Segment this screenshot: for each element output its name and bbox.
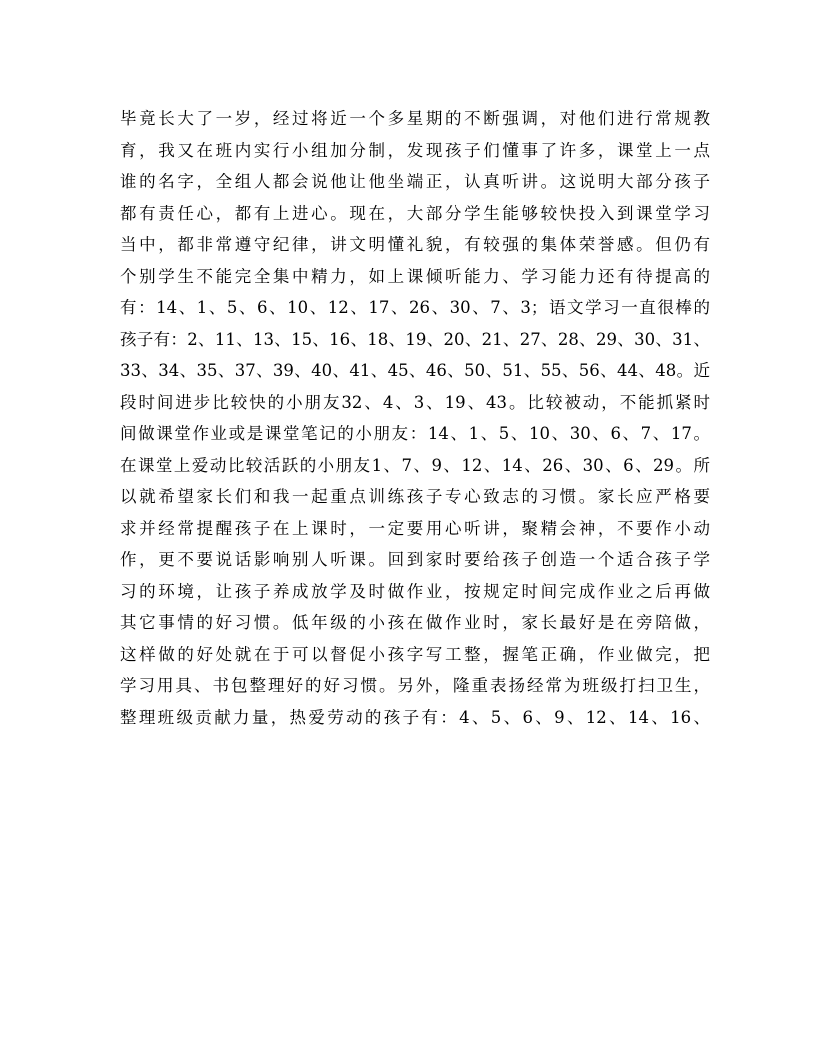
text-line-4: 都有责任心，都有上进心。现在，大部分学生能够较快投入到课堂学习 (120, 203, 710, 223)
text-line-9: 33、34、35、37、39、40、41、45、46、50、51、55、56、44、48。近 (120, 361, 710, 380)
text-line-19: 学习用具、书包整理好的好习惯。另外，隆重表扬经常为班级打扫卫生， (120, 676, 710, 695)
text-line-18: 这样做的好处就在于可以督促小孩字写工整，握笔正确，作业做完，把 (120, 644, 710, 664)
text-line-10: 段时间进步比较快的小朋友32、4、3、19、43。比较被动，不能抓紧时 (120, 392, 710, 412)
text-line-7: 有：14、1、5、6、10、12、17、26、30、7、3；语文学习一直很棒的 (120, 298, 710, 317)
text-line-17: 其它事情的好习惯。低年级的小孩在做作业时，家长最好是在旁陪做， (120, 613, 710, 632)
text-line-12: 在课堂上爱动比较活跃的小朋友1、7、9、12、14、26、30、6、29。所 (120, 455, 710, 475)
body-paragraph (120, 103, 710, 733)
text-line-6: 个别学生不能完全集中精力，如上课倾听能力、学习能力还有待提高的 (120, 266, 710, 286)
text-line-3: 谁的名字，全组人都会说他让他坐端正，认真听讲。这说明大部分孩子 (120, 172, 710, 191)
text-line-11: 间做课堂作业或是课堂笔记的小朋友：14、1、5、10、30、6、7、17。 (120, 424, 710, 443)
text-line-1: 毕竟长大了一岁，经过将近一个多星期的不断强调，对他们进行常规教 (120, 109, 710, 128)
text-line-16: 习的环境，让孩子养成放学及时做作业，按规定时间完成作业之后再做 (120, 581, 710, 601)
text-line-15: 作，更不要说话影响别人听课。回到家时要给孩子创造一个适合孩子学 (120, 550, 710, 569)
text-line-8: 孩子有：2、11、13、15、16、18、19、20、21、27、28、29、30、31、 (120, 329, 710, 349)
text-line-20: 整理班级贡献力量，热爱劳动的孩子有：4、5、6、9、12、14、16、 (120, 707, 710, 727)
text-line-5: 当中，都非常遵守纪律，讲文明懂礼貌，有较强的集体荣誉感。但仍有 (120, 235, 710, 254)
text-line-2: 育，我又在班内实行小组加分制，发现孩子们懂事了许多，课堂上一点 (120, 140, 710, 160)
text-line-13: 以就希望家长们和我一起重点训练孩子专心致志的习惯。家长应严格要 (120, 487, 710, 506)
text-line-14: 求并经常提醒孩子在上课时，一定要用心听讲，聚精会神，不要作小动 (120, 518, 710, 538)
